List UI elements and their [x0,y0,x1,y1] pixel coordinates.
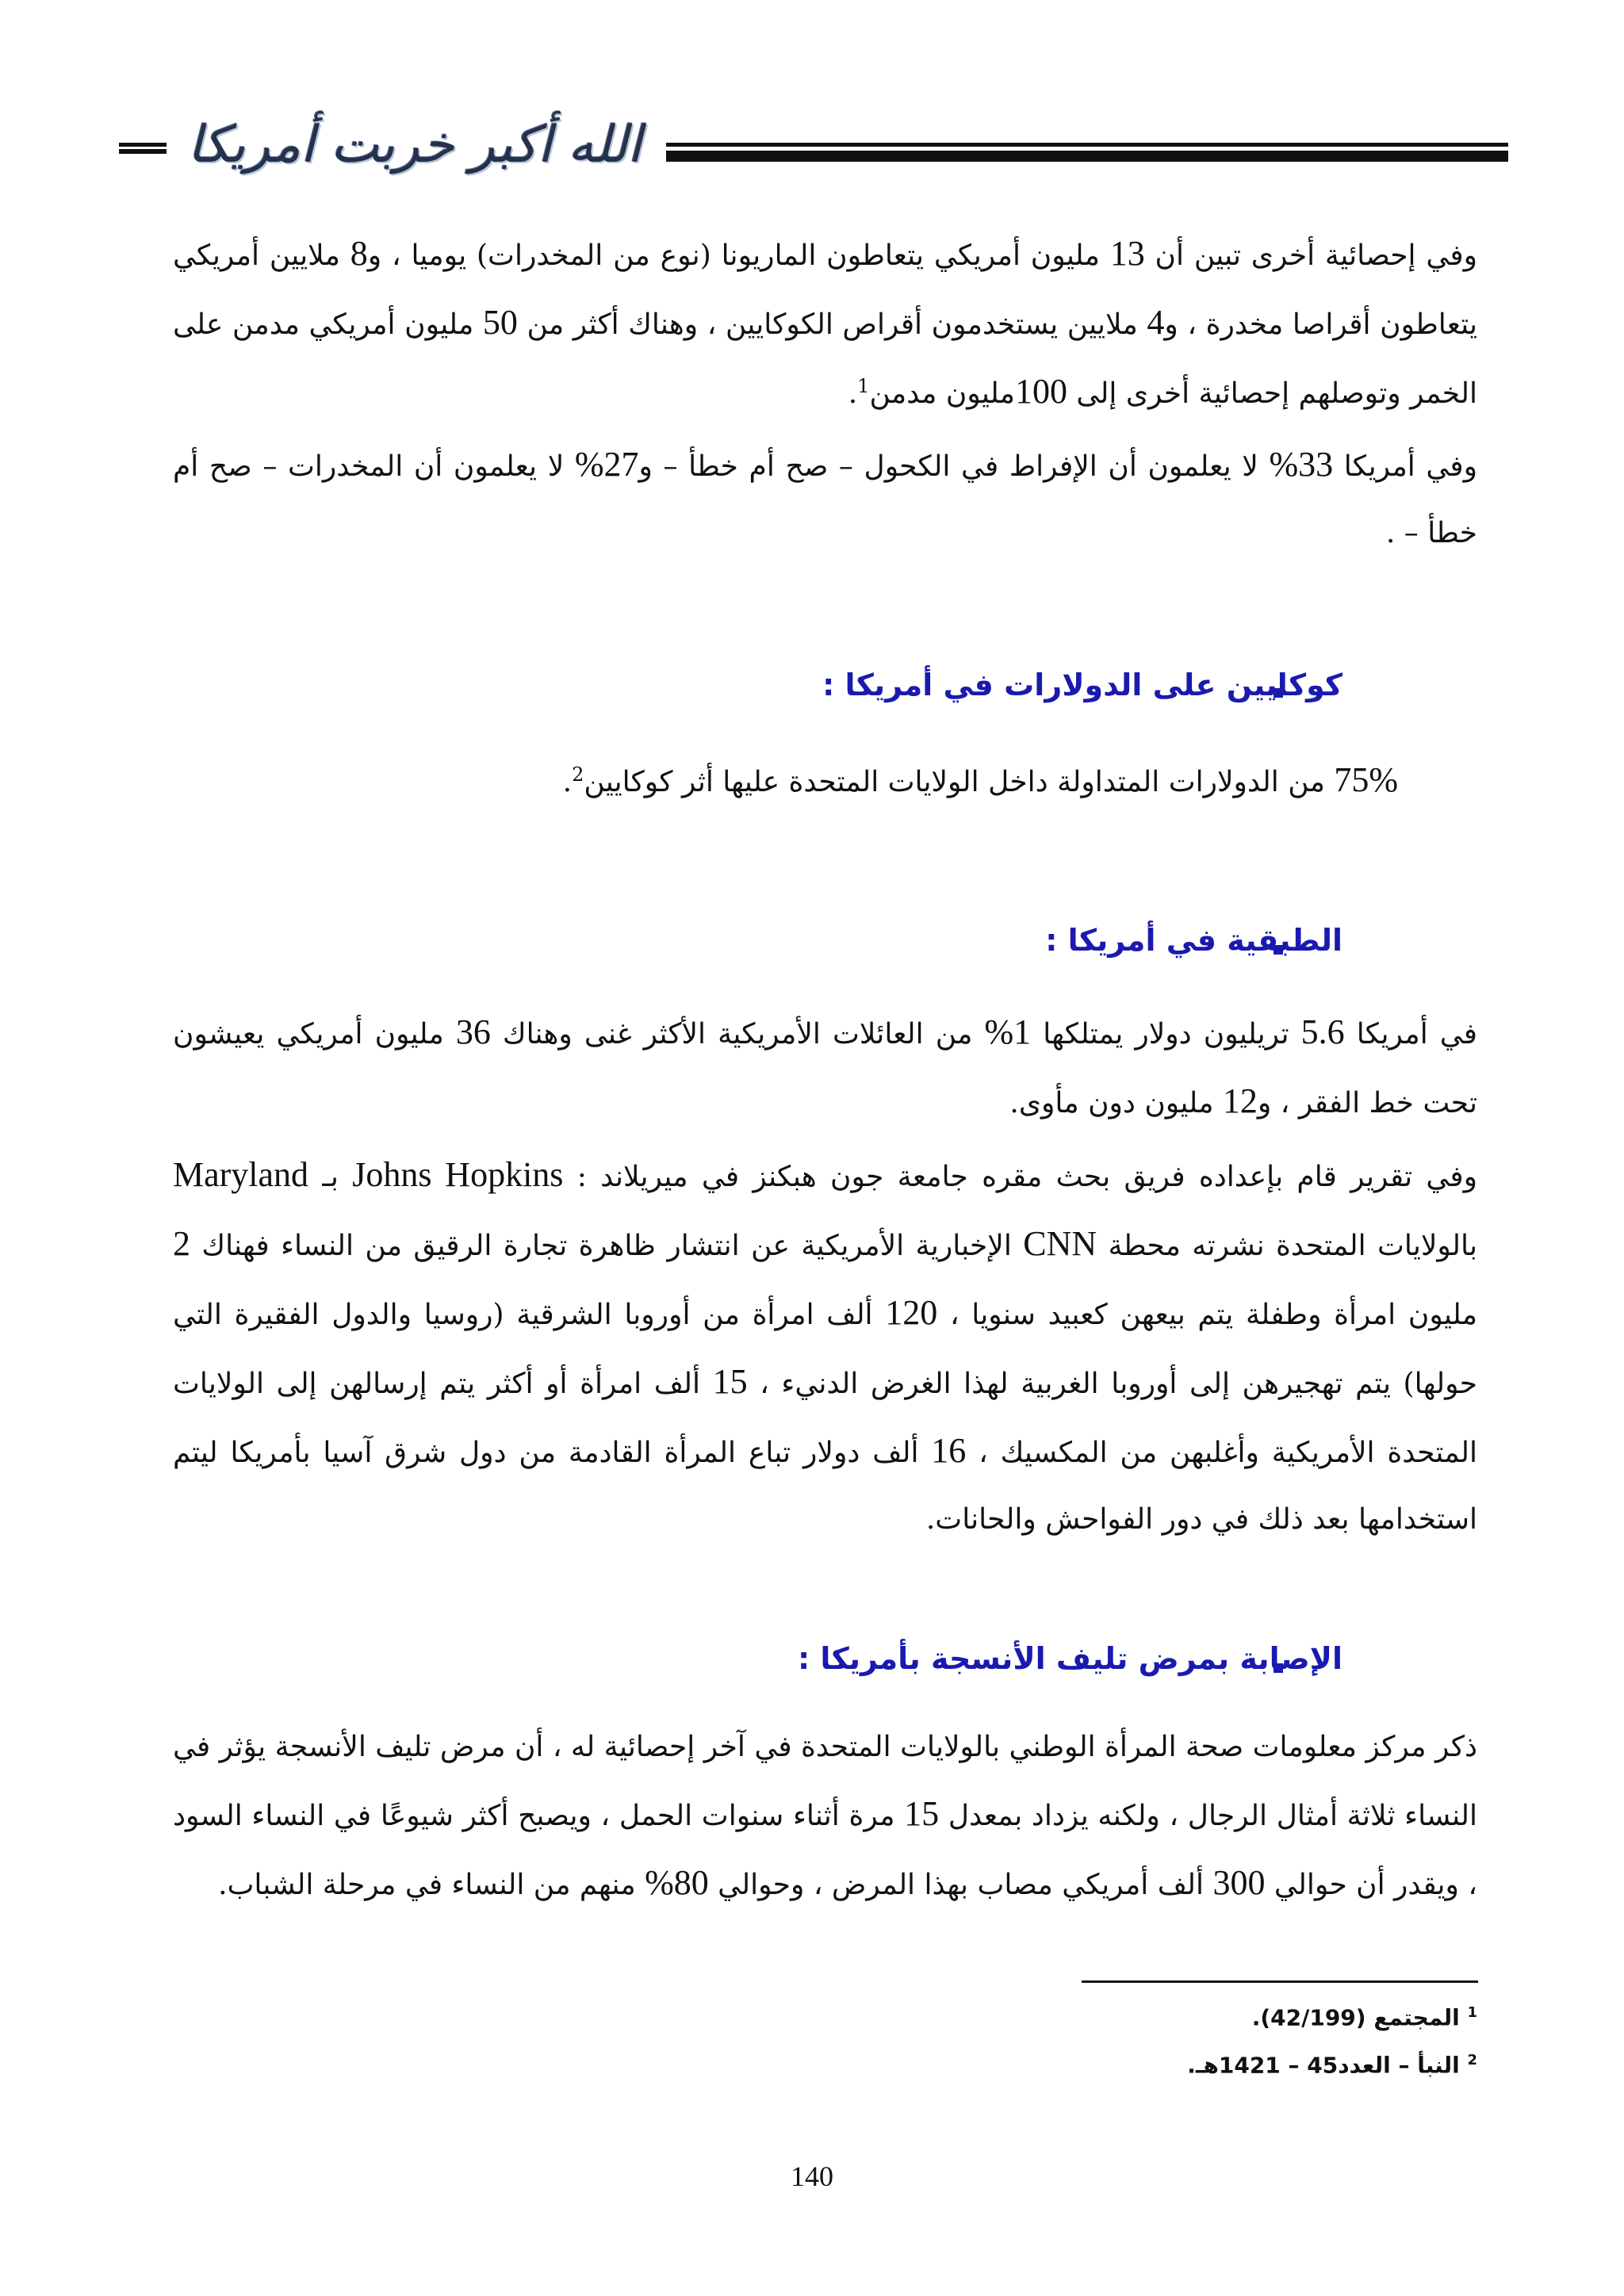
number: 27% [574,445,639,484]
text: مليون دون مأوى. [1009,1087,1223,1119]
text: مليون أمريكي يعيشون تحت خط الفقر ، و [173,1018,1477,1119]
header-rule-left [119,143,167,147]
latin-text: Maryland [173,1155,309,1194]
text: مليون مدمن [869,377,1015,410]
text: تريليون دولار يمتلكها [1031,1018,1301,1050]
number: 80% [645,1863,709,1902]
section-heading-class: الطبقية في أمريكا : [1045,923,1342,958]
text: وفي أمريكا [1333,450,1477,483]
header-rule-left-thick [119,149,167,154]
text: ألف دولار تباع المرأة القادمة من دول شرق آسيا بأمريكا ليتم استخدامها بعد ذلك في دور الفواحش والحانات. [173,1437,1477,1536]
text: ألف امرأة أو أكثر يتم إرسالهن إلى الولايات المتحدة الأمريكية وأغلبهن من المكسيك ، [173,1368,1478,1469]
text: منهم من النساء في مرحلة الشباب. [218,1869,645,1901]
text: من العائلات الأمريكية الأكثر غنى وهناك [490,1018,985,1050]
footnote-2 [1187,2052,1477,2078]
text: ملايين يستخدمون أقراص الكوكايين ، وهناك أكثر من [517,308,1147,341]
number: 15 [712,1362,748,1401]
footnote-1 [1252,2004,1477,2030]
paragraph-fibroids [173,1714,1477,1919]
text: . [848,377,858,410]
number: 5.6 [1300,1012,1345,1051]
text: بـ [308,1161,353,1193]
header-logo-text: الله أكبر خربت أمريكا [187,116,642,174]
page-number: 140 [791,2160,833,2192]
footnote-text: المجتمع (42/199). [1251,2004,1460,2031]
text: مليون أمريكي يتعاطون الماريونا (نوع من المخدرات) يوميا ، و [367,239,1110,272]
section-heading-cocaine: كوكايين على الدولارات في أمريكا : [822,668,1342,702]
text: الإخبارية الأمريكية عن انتشار ظاهرة تجارة الرقيق من النساء فهناك [190,1230,1024,1262]
header-logo [181,101,649,189]
text: من الدولارات المتداولة داخل الولايات المتحدة عليها أثر كوكايين [584,766,1335,798]
section-heading-fibroids: الإصابة بمرض تليف الأنسجة بأمريكا : [797,1641,1342,1676]
number: 300 [1212,1863,1266,1902]
paragraph-cocaine-dollars [173,747,1398,816]
text: ألف أمريكي مصاب بهذا المرض ، وحوالي [708,1869,1213,1901]
text: لا يعلمون أن الإفراط في الكحول – صح أم خطأ – و [638,450,1270,483]
text: مليون أمريكي مدمن على الخمر وتوصلهم إحصائية أخرى إلى [173,308,1477,410]
text: مرة أثناء سنوات الحمل ، ويصبح أكثر شيوعًا في النساء السود ، ويقدر أن حوالي [173,1800,1477,1901]
text: . [562,766,573,798]
text: في أمريكا [1344,1018,1478,1050]
footnote-ref: 1 [857,375,870,397]
number: 8 [350,234,368,273]
text: ملايين أمريكي يتعاطون أقراصا مخدرة ، و [173,239,1478,341]
latin-text: CNN [1023,1224,1097,1263]
page-header [119,101,1508,197]
text: لا يعلمون أن المخدرات – صح أم خطأ – . [173,450,1477,549]
number: 2 [173,1224,190,1263]
text: وفي تقرير قام بإعداده فريق بحث مقره جامعة جون هبكنز في ميريلاند : [563,1161,1478,1193]
number: 1% [984,1012,1032,1051]
footnote-ref: 2 [572,763,584,786]
number: 75% [1334,760,1398,799]
number: 120 [885,1293,938,1332]
header-rule-right-thick [666,151,1508,162]
latin-text: Johns Hopkins [352,1155,564,1194]
number: 50 [482,303,518,342]
number: 16 [931,1431,967,1470]
paragraph-wealth-poverty [173,999,1477,1137]
number: 12 [1222,1081,1258,1120]
number: 15 [904,1794,940,1833]
number: 13 [1109,234,1145,273]
paragraph-drugs-stats [173,220,1477,427]
footnote-text: النبأ – العدد45 – 1421هـ. [1187,2052,1460,2079]
footnote-number: 1 [1467,2004,1477,2021]
paragraph-alcohol-awareness [173,431,1477,567]
footnote-separator [1082,1980,1478,1983]
number: 100 [1014,372,1067,411]
header-rule-right-top [666,143,1508,147]
text: ألف امرأة من أوروبا الشرقية (روسيا والدول الفقيرة التي حولها) يتم تهجيرهن إلى أوروبا الغربية لهذا الغرض الدنيء ، [173,1299,1477,1400]
text: بالولايات المتحدة نشرته محطة [1097,1230,1477,1262]
text: وفي إحصائية أخرى تبين أن [1144,239,1477,272]
paragraph-trafficking-report [173,1142,1477,1553]
footnote-number: 2 [1467,2052,1477,2068]
number: 4 [1147,303,1165,342]
number: 36 [455,1012,491,1051]
text: ذكر مركز معلومات صحة المرأة الوطني بالولايات المتحدة في آخر إحصائية له ، أن مرض تليف الأنسجة يؤثر في النساء ثلاثة أمثال الرجال ، ولكنه يزداد بمعدل [173,1731,1478,1832]
number: 33% [1269,445,1334,484]
text: مليون امرأة وطفلة يتم بيعهن كعبيد سنويا ، [937,1299,1477,1331]
